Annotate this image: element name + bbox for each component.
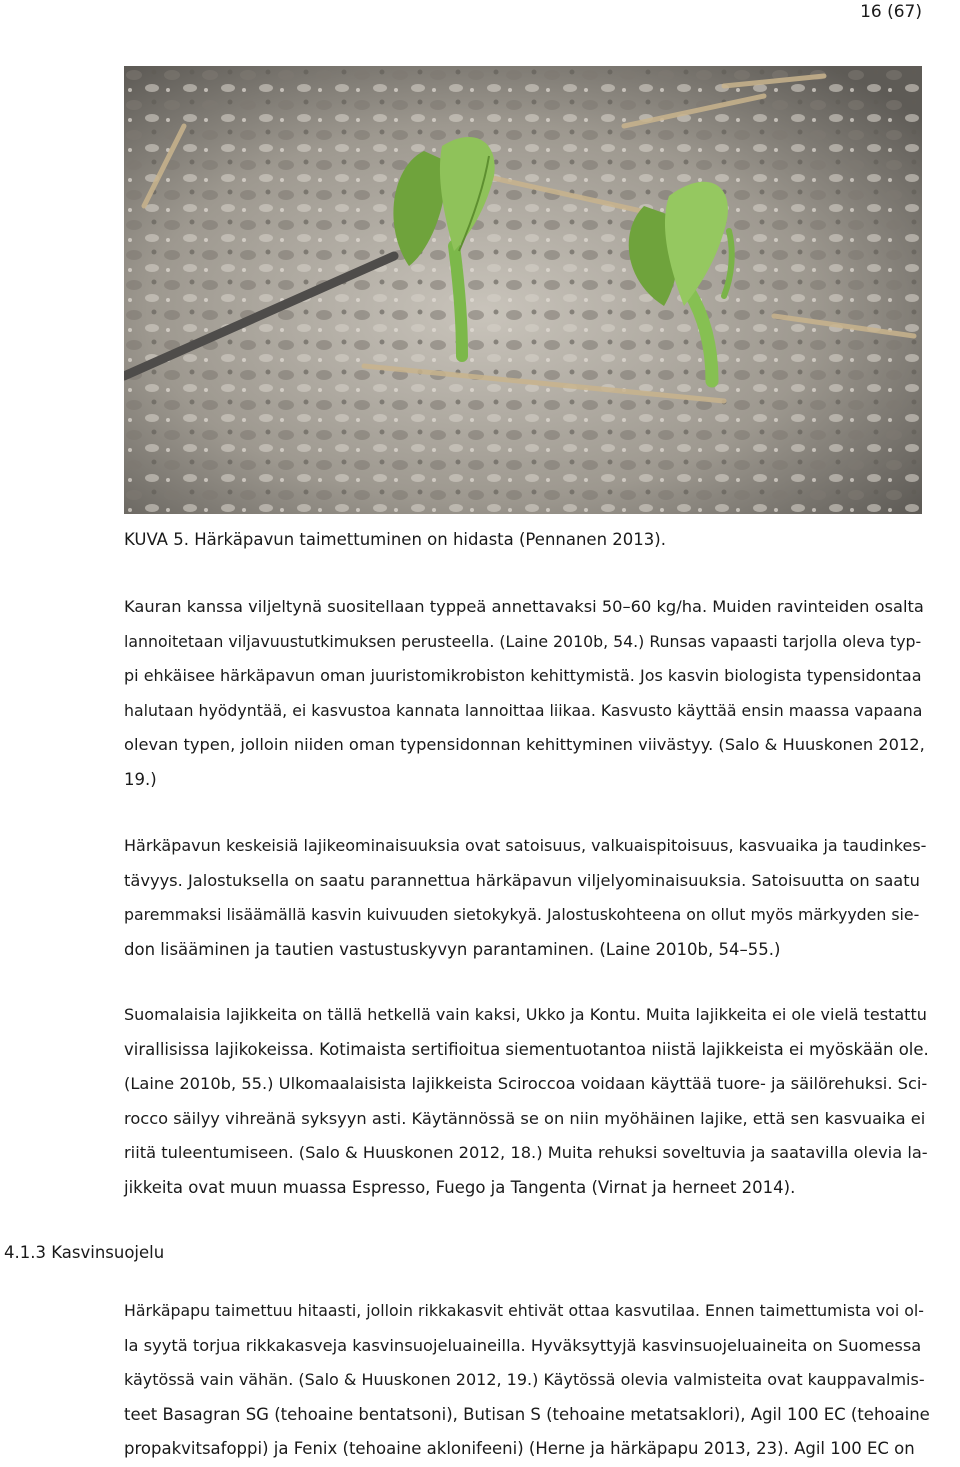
figure-caption: KUVA 5. Härkäpavun taimettuminen on hidasta (Pennanen 2013).: [124, 530, 666, 549]
paragraph-finnish-varieties: [124, 998, 930, 1206]
text-line: don lisääminen ja tautien vastustuskyvyn parantaminen. (Laine 2010b, 54–55.): [124, 939, 781, 959]
text-line: tävyys. Jalostuksella on saatu parannettua härkäpavun viljelyominaisuuksia. Satoisuutta on saatu: [124, 870, 920, 890]
text-line: riitä tuleentumiseen. (Salo & Huuskonen 2012, 18.) Muita rehuksi soveltuvia ja saatavilla olevia la-: [124, 1143, 928, 1163]
text-line: jikkeita ovat muun muassa Espresso, Fuego ja Tangenta (Virnat ja herneet 2014).: [124, 1177, 796, 1197]
page-number: 16 (67): [860, 2, 922, 22]
text-line: Kauran kanssa viljeltynä suositellaan typpeä annettavaksi 50–60 kg/ha. Muiden ravinteiden osalta: [124, 597, 924, 616]
text-line: (Laine 2010b, 55.) Ulkomaalaisista lajikkeista Sciroccoa voidaan käyttää tuore- ja säilörehuksi. Sci-: [124, 1074, 928, 1094]
paragraph-variety-properties: [124, 829, 930, 967]
text-line: käytössä vain vähän. (Salo & Huuskonen 2012, 19.) Käytössä olevia valmisteita ovat kauppavalmis-: [124, 1370, 925, 1390]
text-line: paremmaksi lisäämällä kasvin kuivuuden sietokykyä. Jalostuskohteena on ollut myös märkyyden sie-: [124, 905, 920, 925]
paragraph-nitrogen-fertilization: [124, 590, 930, 798]
text-line: Suomalaisia lajikkeita on tällä hetkellä vain kaksi, Ukko ja Kontu. Muita lajikkeita ei ole vielä testattu: [124, 1005, 927, 1024]
paragraph-plant-protection: [124, 1294, 930, 1467]
text-line: virallisissa lajikokeissa. Kotimaista sertifioitua siementuotantoa niistä lajikkeista ei myöskään ole.: [124, 1039, 929, 1059]
text-line: 19.): [124, 769, 157, 789]
text-line: pi ehkäisee härkäpavun oman juuristomikrobiston kehittymistä. Jos kasvin biologista typensidontaa: [124, 666, 922, 686]
text-line: rocco säilyy vihreänä syksyyn asti. Käytännössä se on niin myöhäinen lajike, että sen kasvuaika ei: [124, 1108, 926, 1128]
text-line: teet Basagran SG (tehoaine bentatsoni), Butisan S (tehoaine metatsaklori), Agil 100 EC (tehoaine: [124, 1404, 930, 1424]
text-line: lannoitetaan viljavuustutkimuksen perusteella. (Laine 2010b, 54.) Runsas vapaasti tarjolla oleva typ-: [124, 631, 922, 651]
text-line: la syytä torjua rikkakasveja kasvinsuojeluaineilla. Hyväksyttyjä kasvinsuojeluaineita on Suomessa: [124, 1335, 922, 1355]
text-line: Härkäpapu taimettuu hitaasti, jolloin rikkakasvit ehtivät ottaa kasvutilaa. Ennen taimettumista voi ol-: [124, 1301, 924, 1320]
section-heading: 4.1.3 Kasvinsuojelu: [4, 1243, 165, 1262]
faba-bean-seedlings-photo: [124, 66, 922, 514]
text-line: propakvitsafoppi) ja Fenix (tehoaine aklonifeeni) (Herne ja härkäpapu 2013, 23). Agil 100 EC on: [124, 1439, 915, 1459]
text-line: Härkäpavun keskeisiä lajikeominaisuuksia ovat satoisuus, valkuaispitoisuus, kasvuaika ja taudinkes-: [124, 836, 927, 855]
seedlings-illustration: [124, 66, 922, 514]
text-line: halutaan hyödyntää, ei kasvustoa kannata lannoittaa liikaa. Kasvusto käyttää ensin maassa vapaana: [124, 700, 923, 720]
text-line: olevan typen, jolloin niiden oman typensidonnan kehittyminen viivästyy. (Salo & Huuskonen 2012,: [124, 735, 925, 755]
